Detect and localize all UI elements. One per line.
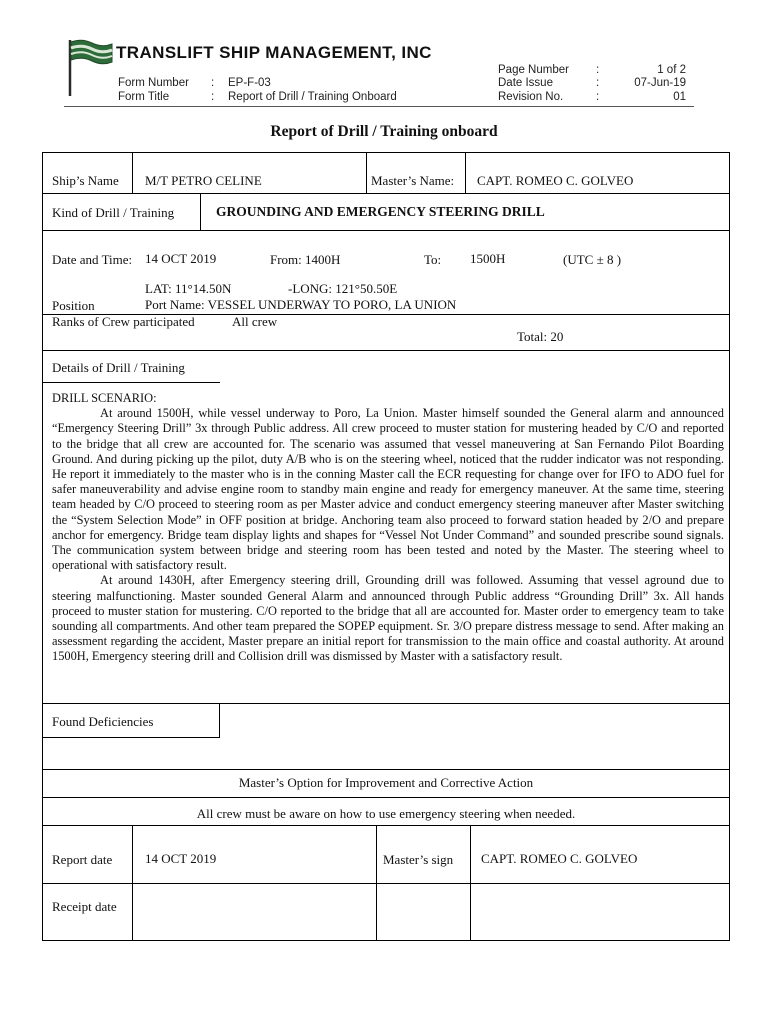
drill-kind-label: Kind of Drill / Training [52,205,175,220]
crew-total: Total: 20 [517,329,564,344]
form-title-value: Report of Drill / Training Onboard [228,91,397,103]
date-time-label: Date and Time: [52,252,133,267]
report-date-label: Report date [52,852,113,867]
crew-ranks-label: Ranks of Crew participated [52,314,195,329]
page-number-sep: : [596,64,600,76]
ship-name-label: Ship’s Name [52,173,119,188]
document-title: Report of Drill / Training onboard [270,123,498,140]
time-from: From: 1400H [270,252,341,267]
page-number-label: Page Number [498,64,569,76]
revision-value: 01 [673,91,686,103]
master-sign-label: Master’s sign [383,852,454,867]
corrective-action-text: All crew must be aware on how to use emergency steering when needed. [196,806,576,821]
position-label: Position [52,298,95,313]
form-number-label: Form Number [118,77,189,89]
form-number-sep: : [211,77,215,89]
master-name-label: Master’s Name: [371,173,455,188]
scenario-heading: DRILL SCENARIO: [52,391,157,405]
report-date-value: 14 OCT 2019 [145,851,217,866]
revision-sep: : [596,91,600,103]
revision-label: Revision No. [498,91,564,103]
form-number-value: EP-F-03 [228,77,271,89]
company-flag-logo [64,36,114,98]
port-name: Port Name: VESSEL UNDERWAY TO PORO, LA UNION [145,297,457,312]
scenario-paragraph-1: At around 1500H, while vessel underway to Poro, La Union. Master himself sounded the General alarm and announced “Emergency Steering Drill” 3x through Public address. All crew proceed to muster station for mustering headed by C/O and reported to the bridge that all crew are accounted for. The scenario was assumed that vessel maneuvering at San Fernando Pilot Boarding Ground. And during picking up the pilot, duty A/B who is on the steering wheel, noticed that the rudder indicator was not responding. He report it immediately to the master who is in the conning Master call the ECR requesting for change over for IFO to ADO fuel for safer maneuverability and advise engine room to standby main engine and ready for emergency maneuver. At the same time, steering team headed by C/O proceed to steering room as per Master advice and conduct emergency steering maneuver after Master switching the “System Selection Mode” in OFF position at bridge. Anchoring team also proceed to forward station headed by 2/O and prepare anchor for emergency. Bridge team display lights and shapes for “Vessel Not Under Command” and sounded prescribe sound signals. The communication system between bridge and steering room has been tested and noted by the Master. The steering wheel to operational with satisfactory result. [52,406,724,573]
crew-ranks-value: All crew [232,314,278,329]
deficiencies-label: Found Deficiencies [52,714,154,729]
scenario-paragraph-2: At around 1430H, after Emergency steering drill, Grounding drill was followed. Assuming that vessel aground due to steering malfunctioning. Master sounded General Alarm and announced through Public address “Grounding Drill” 3x. All hands proceed to muster station for mustering. C/O reported to the bridge that all are accounted for. Master order to emergency team to take sounding all compartments. And other team prepared the SOPEP equipment. Sr. 3/O prepare distress message to send. After making an assessment regarding the accident, Master prepare an initial report for transmission to the main office and coastal authority. At around 1500H, Emergency steering drill and Collision drill was dismissed by Master with a satisfactory result. [52,573,724,664]
master-name-value: CAPT. ROMEO C. GOLVEO [477,173,634,188]
utc-offset: (UTC ± 8 ) [563,252,622,267]
position-long: -LONG: 121°50.50E [288,281,398,296]
master-sign-value: CAPT. ROMEO C. GOLVEO [481,851,638,866]
details-label: Details of Drill / Training [52,360,185,375]
header-divider [64,106,694,107]
receipt-date-label: Receipt date [52,899,117,914]
time-to-label: To: [424,252,442,267]
corrective-action-label: Master’s Option for Improvement and Corrective Action [238,775,534,790]
drill-date: 14 OCT 2019 [145,251,217,266]
form-title-sep: : [211,91,215,103]
drill-scenario [52,391,724,665]
date-issue-sep: : [596,77,600,89]
date-issue-label: Date Issue [498,77,553,89]
form-title-label: Form Title [118,91,170,103]
page-number-value: 1 of 2 [657,64,686,76]
drill-kind-value: GROUNDING AND EMERGENCY STEERING DRILL [216,204,545,219]
ship-name-value: M/T PETRO CELINE [145,173,262,188]
company-name: TRANSLIFT SHIP MANAGEMENT, INC [116,43,432,62]
date-issue-value: 07-Jun-19 [634,77,686,89]
time-to-value: 1500H [470,251,506,266]
position-lat: LAT: 11°14.50N [145,281,232,296]
